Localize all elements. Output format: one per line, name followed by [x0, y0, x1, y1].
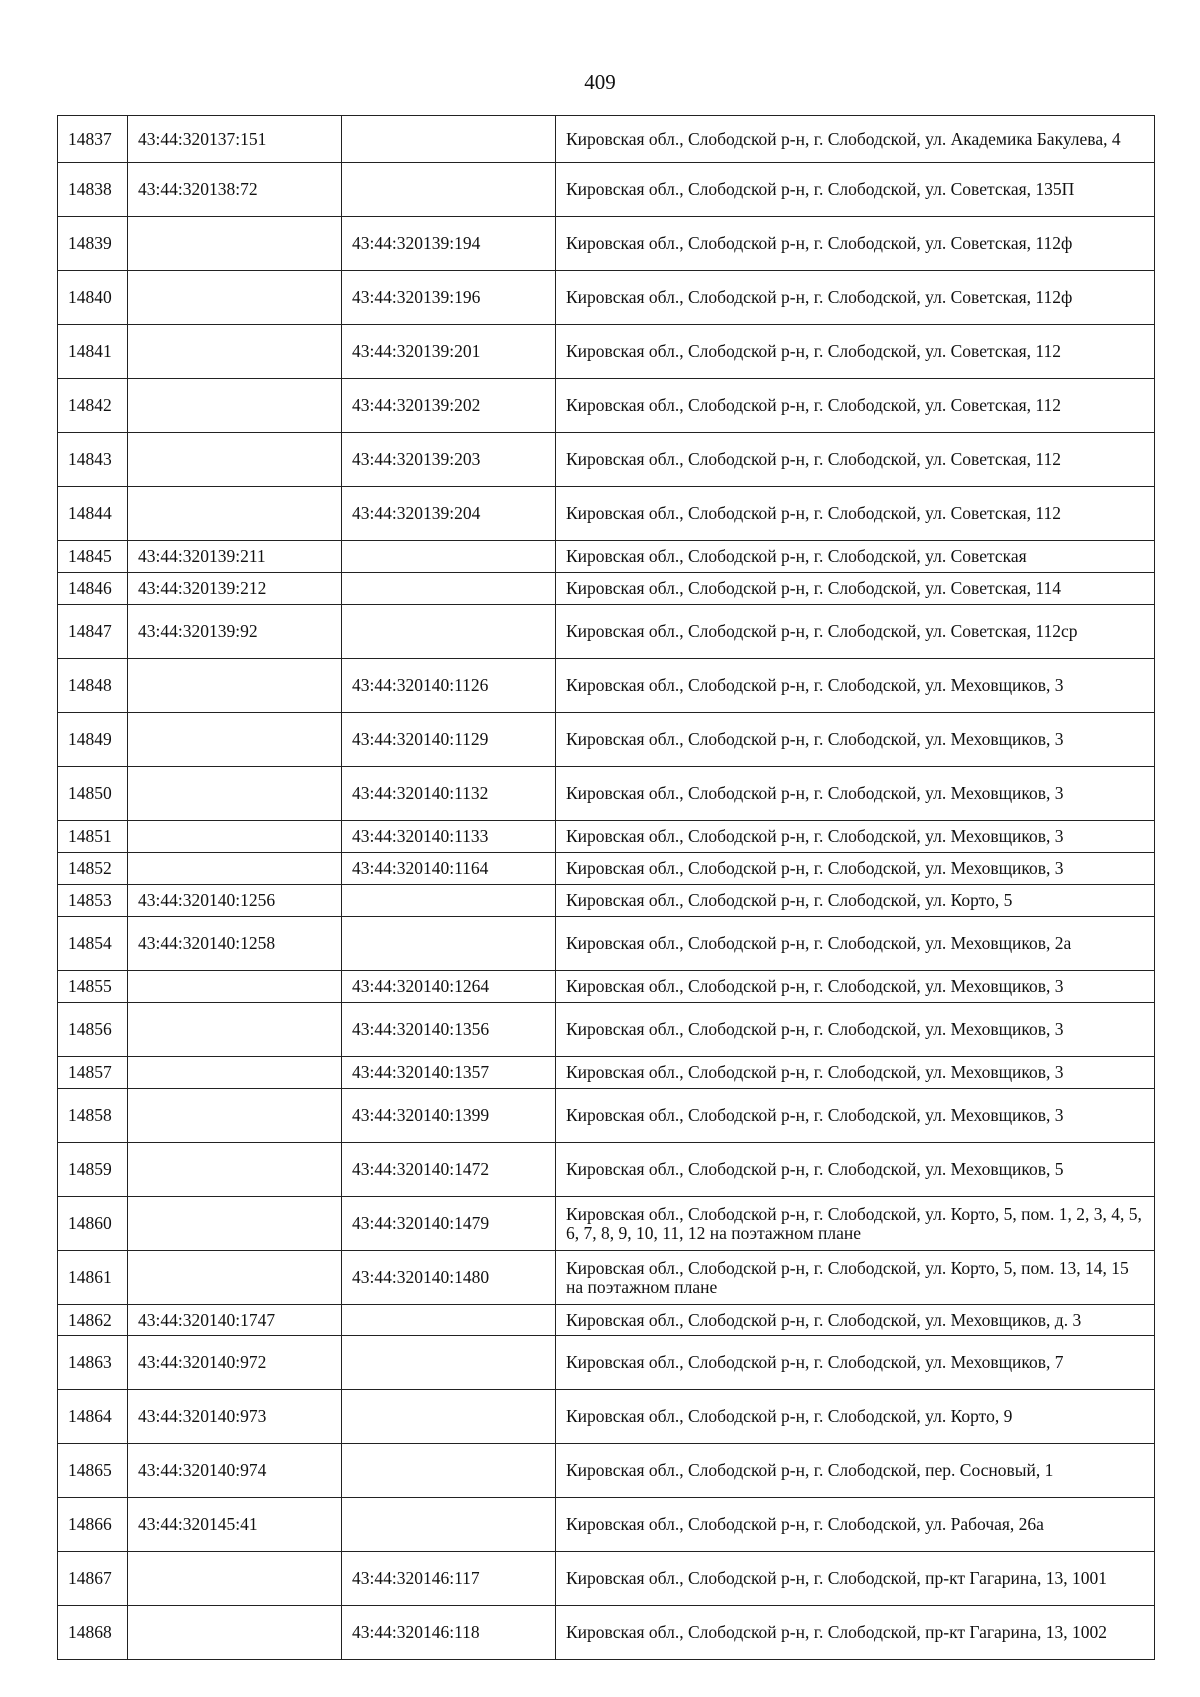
table-row: [58, 541, 1155, 573]
row-number-cell: 14843: [58, 433, 128, 487]
land-cadastral-cell: 43:44:320139:211: [128, 541, 342, 573]
land-cadastral-cell: 43:44:320140:1256: [128, 885, 342, 917]
building-cadastral-cell: 43:44:320139:202: [342, 379, 556, 433]
land-cadastral-cell: [128, 659, 342, 713]
row-number-cell: 14868: [58, 1606, 128, 1660]
address-cell: Кировская обл., Слободской р-н, г. Слободской, ул. Меховщиков, 3: [556, 659, 1155, 713]
land-cadastral-cell: [128, 271, 342, 325]
row-number-cell: 14865: [58, 1444, 128, 1498]
building-cadastral-cell: 43:44:320140:1480: [342, 1251, 556, 1305]
building-cadastral-cell: 43:44:320140:1356: [342, 1003, 556, 1057]
address-cell: Кировская обл., Слободской р-н, г. Слободской, ул. Советская, 112ф: [556, 271, 1155, 325]
table-row: [58, 325, 1155, 379]
land-cadastral-cell: [128, 971, 342, 1003]
table-row: [58, 1089, 1155, 1143]
table-row: [58, 1606, 1155, 1660]
building-cadastral-cell: 43:44:320139:196: [342, 271, 556, 325]
land-cadastral-cell: 43:44:320140:973: [128, 1390, 342, 1444]
row-number-cell: 14861: [58, 1251, 128, 1305]
building-cadastral-cell: [342, 116, 556, 163]
land-cadastral-cell: [128, 1552, 342, 1606]
building-cadastral-cell: [342, 573, 556, 605]
building-cadastral-cell: [342, 1336, 556, 1390]
table-row: [58, 573, 1155, 605]
building-cadastral-cell: 43:44:320140:1357: [342, 1057, 556, 1089]
address-cell: Кировская обл., Слободской р-н, г. Слободской, ул. Меховщиков, 3: [556, 1089, 1155, 1143]
address-cell: Кировская обл., Слободской р-н, г. Слободской, ул. Меховщиков, 3: [556, 1057, 1155, 1089]
registry-table: [57, 115, 1155, 1660]
address-cell: Кировская обл., Слободской р-н, г. Слободской, ул. Меховщиков, 2а: [556, 917, 1155, 971]
land-cadastral-cell: 43:44:320138:72: [128, 163, 342, 217]
table-row: [58, 1197, 1155, 1251]
row-number-cell: 14840: [58, 271, 128, 325]
building-cadastral-cell: [342, 541, 556, 573]
land-cadastral-cell: [128, 1197, 342, 1251]
row-number-cell: 14864: [58, 1390, 128, 1444]
address-cell: Кировская обл., Слободской р-н, г. Слободской, ул. Советская, 112ср: [556, 605, 1155, 659]
address-cell: Кировская обл., Слободской р-н, г. Слободской, ул. Советская, 112: [556, 379, 1155, 433]
building-cadastral-cell: 43:44:320140:1133: [342, 821, 556, 853]
building-cadastral-cell: 43:44:320146:118: [342, 1606, 556, 1660]
table-row: [58, 1390, 1155, 1444]
land-cadastral-cell: 43:44:320139:212: [128, 573, 342, 605]
address-cell: Кировская обл., Слободской р-н, г. Слободской, ул. Меховщиков, д. 3: [556, 1305, 1155, 1336]
table-row: [58, 659, 1155, 713]
building-cadastral-cell: 43:44:320139:201: [342, 325, 556, 379]
row-number-cell: 14860: [58, 1197, 128, 1251]
address-cell: Кировская обл., Слободской р-н, г. Слободской, ул. Корто, 5: [556, 885, 1155, 917]
building-cadastral-cell: 43:44:320140:1164: [342, 853, 556, 885]
address-cell: Кировская обл., Слободской р-н, г. Слободской, ул. Меховщиков, 3: [556, 853, 1155, 885]
land-cadastral-cell: [128, 713, 342, 767]
table-row: [58, 767, 1155, 821]
building-cadastral-cell: [342, 605, 556, 659]
address-cell: Кировская обл., Слободской р-н, г. Слободской, пр-кт Гагарина, 13, 1001: [556, 1552, 1155, 1606]
land-cadastral-cell: 43:44:320137:151: [128, 116, 342, 163]
row-number-cell: 14863: [58, 1336, 128, 1390]
building-cadastral-cell: [342, 1444, 556, 1498]
table-row: [58, 1336, 1155, 1390]
address-cell: Кировская обл., Слободской р-н, г. Слободской, ул. Меховщиков, 3: [556, 971, 1155, 1003]
building-cadastral-cell: 43:44:320140:1479: [342, 1197, 556, 1251]
table-row: [58, 1251, 1155, 1305]
building-cadastral-cell: 43:44:320139:194: [342, 217, 556, 271]
land-cadastral-cell: [128, 1251, 342, 1305]
row-number-cell: 14842: [58, 379, 128, 433]
row-number-cell: 14866: [58, 1498, 128, 1552]
land-cadastral-cell: 43:44:320139:92: [128, 605, 342, 659]
address-cell: Кировская обл., Слободской р-н, г. Слободской, ул. Советская, 112: [556, 487, 1155, 541]
land-cadastral-cell: [128, 1089, 342, 1143]
address-cell: Кировская обл., Слободской р-н, г. Слободской, ул. Советская, 112: [556, 433, 1155, 487]
table-row: [58, 379, 1155, 433]
address-cell: Кировская обл., Слободской р-н, г. Слободской, ул. Меховщиков, 3: [556, 767, 1155, 821]
land-cadastral-cell: 43:44:320140:1747: [128, 1305, 342, 1336]
table-row: [58, 853, 1155, 885]
table-row: [58, 163, 1155, 217]
land-cadastral-cell: [128, 853, 342, 885]
table-row: [58, 917, 1155, 971]
address-cell: Кировская обл., Слободской р-н, г. Слободской, ул. Корто, 5, пом. 13, 14, 15 на поэтажном плане: [556, 1251, 1155, 1305]
row-number-cell: 14867: [58, 1552, 128, 1606]
address-cell: Кировская обл., Слободской р-н, г. Слободской, ул. Меховщиков, 3: [556, 821, 1155, 853]
table-row: [58, 1057, 1155, 1089]
row-number-cell: 14848: [58, 659, 128, 713]
row-number-cell: 14855: [58, 971, 128, 1003]
table-row: [58, 487, 1155, 541]
land-cadastral-cell: [128, 1606, 342, 1660]
building-cadastral-cell: 43:44:320140:1129: [342, 713, 556, 767]
address-cell: Кировская обл., Слободской р-н, г. Слободской, ул. Советская: [556, 541, 1155, 573]
building-cadastral-cell: 43:44:320140:1264: [342, 971, 556, 1003]
table-row: [58, 971, 1155, 1003]
land-cadastral-cell: [128, 1057, 342, 1089]
land-cadastral-cell: [128, 767, 342, 821]
row-number-cell: 14862: [58, 1305, 128, 1336]
address-cell: Кировская обл., Слободской р-н, г. Слободской, ул. Корто, 5, пом. 1, 2, 3, 4, 5, 6, 7, 8, 9, 10, 11, 12 на поэтажном плане: [556, 1197, 1155, 1251]
land-cadastral-cell: 43:44:320145:41: [128, 1498, 342, 1552]
table-row: [58, 271, 1155, 325]
row-number-cell: 14856: [58, 1003, 128, 1057]
address-cell: Кировская обл., Слободской р-н, г. Слободской, пр-кт Гагарина, 13, 1002: [556, 1606, 1155, 1660]
table-row: [58, 116, 1155, 163]
land-cadastral-cell: [128, 325, 342, 379]
building-cadastral-cell: [342, 163, 556, 217]
table-row: [58, 1552, 1155, 1606]
land-cadastral-cell: [128, 217, 342, 271]
table-row: [58, 821, 1155, 853]
building-cadastral-cell: 43:44:320140:1126: [342, 659, 556, 713]
row-number-cell: 14841: [58, 325, 128, 379]
building-cadastral-cell: [342, 917, 556, 971]
row-number-cell: 14846: [58, 573, 128, 605]
table-row: [58, 217, 1155, 271]
row-number-cell: 14845: [58, 541, 128, 573]
table-row: [58, 433, 1155, 487]
row-number-cell: 14850: [58, 767, 128, 821]
table-row: [58, 1498, 1155, 1552]
address-cell: Кировская обл., Слободской р-н, г. Слободской, ул. Советская, 135П: [556, 163, 1155, 217]
row-number-cell: 14837: [58, 116, 128, 163]
page-number: 409: [584, 70, 616, 94]
row-number-cell: 14859: [58, 1143, 128, 1197]
building-cadastral-cell: 43:44:320140:1132: [342, 767, 556, 821]
row-number-cell: 14838: [58, 163, 128, 217]
land-cadastral-cell: [128, 433, 342, 487]
row-number-cell: 14854: [58, 917, 128, 971]
table-row: [58, 1305, 1155, 1336]
address-cell: Кировская обл., Слободской р-н, г. Слободской, ул. Академика Бакулева, 4: [556, 116, 1155, 163]
registry-table-body: [58, 116, 1155, 1660]
row-number-cell: 14849: [58, 713, 128, 767]
table-row: [58, 1143, 1155, 1197]
address-cell: Кировская обл., Слободской р-н, г. Слободской, ул. Корто, 9: [556, 1390, 1155, 1444]
land-cadastral-cell: [128, 1143, 342, 1197]
table-row: [58, 885, 1155, 917]
building-cadastral-cell: 43:44:320140:1472: [342, 1143, 556, 1197]
address-cell: Кировская обл., Слободской р-н, г. Слободской, ул. Советская, 112: [556, 325, 1155, 379]
table-row: [58, 605, 1155, 659]
row-number-cell: 14853: [58, 885, 128, 917]
row-number-cell: 14839: [58, 217, 128, 271]
building-cadastral-cell: [342, 1390, 556, 1444]
land-cadastral-cell: 43:44:320140:972: [128, 1336, 342, 1390]
building-cadastral-cell: [342, 1498, 556, 1552]
row-number-cell: 14852: [58, 853, 128, 885]
address-cell: Кировская обл., Слободской р-н, г. Слободской, ул. Советская, 114: [556, 573, 1155, 605]
building-cadastral-cell: 43:44:320139:204: [342, 487, 556, 541]
address-cell: Кировская обл., Слободской р-н, г. Слободской, ул. Меховщиков, 3: [556, 713, 1155, 767]
row-number-cell: 14851: [58, 821, 128, 853]
building-cadastral-cell: 43:44:320139:203: [342, 433, 556, 487]
land-cadastral-cell: 43:44:320140:974: [128, 1444, 342, 1498]
row-number-cell: 14844: [58, 487, 128, 541]
address-cell: Кировская обл., Слободской р-н, г. Слободской, ул. Рабочая, 26а: [556, 1498, 1155, 1552]
address-cell: Кировская обл., Слободской р-н, г. Слободской, ул. Советская, 112ф: [556, 217, 1155, 271]
address-cell: Кировская обл., Слободской р-н, г. Слободской, ул. Меховщиков, 7: [556, 1336, 1155, 1390]
row-number-cell: 14847: [58, 605, 128, 659]
land-cadastral-cell: 43:44:320140:1258: [128, 917, 342, 971]
building-cadastral-cell: [342, 885, 556, 917]
land-cadastral-cell: [128, 487, 342, 541]
building-cadastral-cell: 43:44:320140:1399: [342, 1089, 556, 1143]
land-cadastral-cell: [128, 379, 342, 433]
row-number-cell: 14858: [58, 1089, 128, 1143]
table-row: [58, 713, 1155, 767]
table-row: [58, 1003, 1155, 1057]
land-cadastral-cell: [128, 821, 342, 853]
building-cadastral-cell: 43:44:320146:117: [342, 1552, 556, 1606]
table-row: [58, 1444, 1155, 1498]
building-cadastral-cell: [342, 1305, 556, 1336]
address-cell: Кировская обл., Слободской р-н, г. Слободской, ул. Меховщиков, 3: [556, 1003, 1155, 1057]
row-number-cell: 14857: [58, 1057, 128, 1089]
address-cell: Кировская обл., Слободской р-н, г. Слободской, ул. Меховщиков, 5: [556, 1143, 1155, 1197]
address-cell: Кировская обл., Слободской р-н, г. Слободской, пер. Сосновый, 1: [556, 1444, 1155, 1498]
land-cadastral-cell: [128, 1003, 342, 1057]
